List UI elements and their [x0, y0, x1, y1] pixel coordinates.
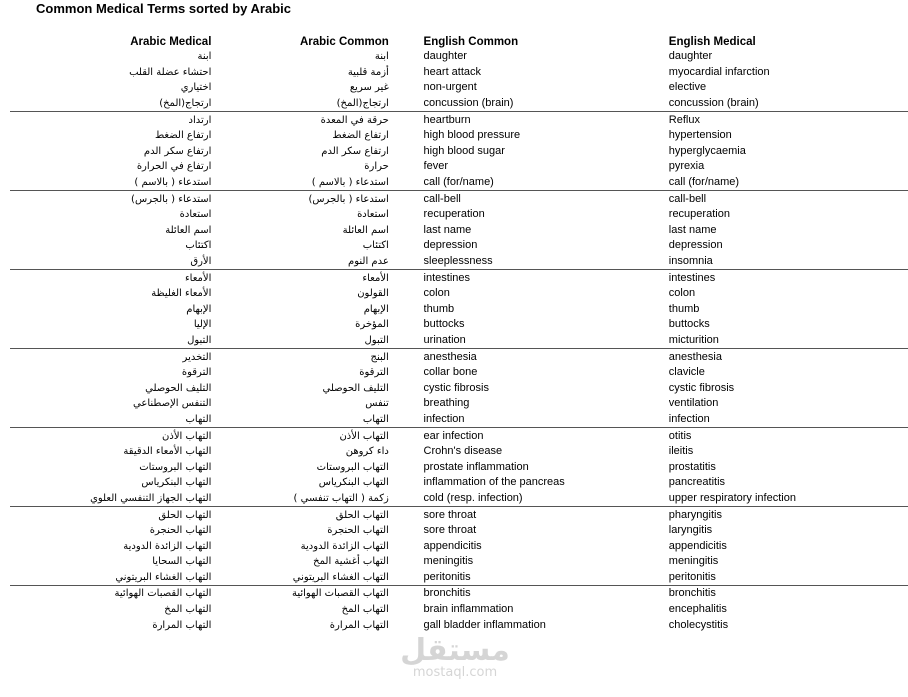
cell-arabic-common: التبول	[364, 334, 389, 346]
cell-gap	[389, 191, 424, 207]
cell-english-medical: cholecystitis	[668, 618, 729, 631]
cell-english-common: anesthesia	[424, 349, 669, 365]
cell-english-medical: pyrexia	[668, 160, 705, 173]
table-row	[10, 349, 908, 365]
cell-arabic-medical: ارتفاع الضغط	[154, 130, 212, 142]
cell-gap	[389, 80, 424, 96]
cell-gap	[389, 286, 424, 302]
cell-english-common: prostate inflammation	[423, 460, 529, 473]
cell-english-medical: buttocks	[668, 318, 710, 331]
cell-arabic-medical: ارتفاع سكر الدم	[143, 145, 212, 157]
cell-english-common: urination	[423, 333, 466, 346]
watermark-logo-text: مستقل	[400, 633, 510, 668]
cell-english-medical: otitis	[669, 428, 908, 444]
cell-arabic-medical: الأمعاء الغليظة	[151, 288, 212, 300]
cell-gap	[389, 365, 424, 381]
cell-english-medical: pharyngitis	[669, 507, 908, 523]
cell-gap	[389, 523, 424, 539]
cell-arabic-common: التهاب الزائدة الدودية	[300, 540, 389, 552]
table-row	[10, 128, 908, 144]
table-row	[10, 617, 908, 633]
cell-gap	[389, 412, 424, 428]
cell-arabic-medical: التهاب الأمعاء الدقيقة	[123, 446, 212, 458]
cell-english-common: ear infection	[424, 428, 669, 444]
table-row	[10, 302, 908, 318]
cell-english-medical: appendicitis	[668, 539, 727, 552]
cell-arabic-common: اكتئاب	[362, 240, 389, 252]
cell-arabic-medical: التهاب الجهاز التنفسي العلوي	[90, 492, 212, 504]
cell-english-medical: hyperglycaemia	[668, 144, 746, 157]
cell-gap	[389, 96, 424, 112]
cell-english-medical: ventilation	[668, 397, 719, 410]
cell-arabic-common: حرارة	[364, 161, 389, 173]
cell-gap	[389, 333, 424, 349]
cell-arabic-medical: ابنة	[197, 51, 212, 63]
cell-arabic-common: الأمعاء	[211, 270, 388, 286]
cell-arabic-common: استدعاء ( بالاسم )	[311, 177, 389, 189]
cell-gap	[389, 238, 424, 254]
cell-gap	[389, 538, 424, 554]
table-row	[10, 428, 908, 444]
cell-gap	[389, 554, 424, 570]
cell-english-medical: bronchitis	[669, 586, 908, 602]
cell-gap	[389, 112, 424, 128]
cell-english-common: cystic fibrosis	[423, 381, 489, 394]
header-english-medical: English Medical	[668, 36, 756, 48]
cell-arabic-common: التهاب أغشية المخ	[313, 556, 389, 568]
cell-arabic-common: ارتفاع الضغط	[332, 130, 389, 142]
table-row	[10, 159, 908, 175]
cell-arabic-medical: استعادة	[179, 209, 212, 221]
cell-english-medical: thumb	[668, 302, 700, 315]
table-row	[10, 459, 908, 475]
cell-gap	[389, 317, 424, 333]
cell-gap	[389, 602, 424, 618]
cell-arabic-medical: اكتئاب	[185, 240, 212, 252]
table-row	[10, 396, 908, 412]
cell-arabic-common: التهاب الحنجرة	[327, 525, 389, 537]
cell-arabic-common: التهاب المرارة	[329, 619, 389, 631]
cell-arabic-medical: ارتجاج(المخ)	[159, 98, 212, 110]
table-header-row	[10, 31, 908, 49]
table-row	[10, 191, 908, 207]
cell-arabic-common: استعادة	[357, 209, 389, 221]
cell-english-common: daughter	[423, 50, 467, 63]
cell-gap	[389, 475, 424, 491]
column-gap	[389, 31, 424, 49]
table-row	[10, 175, 908, 191]
cell-arabic-medical: احتشاء عضلة القلب	[129, 66, 212, 78]
cell-english-medical: call-bell	[669, 191, 908, 207]
cell-arabic-medical: التهاب الغشاء البريتوني	[115, 571, 212, 583]
cell-gap	[389, 223, 424, 239]
table-row	[10, 586, 908, 602]
cell-arabic-common: التهاب الغشاء البريتوني	[292, 571, 389, 583]
cell-english-common: heartburn	[424, 112, 669, 128]
cell-arabic-medical: التهاب الأذن	[10, 428, 211, 444]
watermark	[395, 632, 515, 692]
cell-arabic-common: اسم العائلة	[342, 224, 389, 236]
cell-arabic-common: زكمة ( التهاب تنفسي )	[293, 492, 389, 504]
cell-arabic-medical: الإبهام	[186, 303, 212, 315]
cell-arabic-common: التهاب المخ	[341, 604, 389, 616]
cell-english-common: bronchitis	[424, 586, 669, 602]
cell-gap	[389, 396, 424, 412]
cell-arabic-medical: اختياري	[180, 82, 212, 94]
cell-english-medical: cystic fibrosis	[668, 381, 735, 394]
cell-arabic-medical: اسم العائلة	[165, 224, 212, 236]
cell-english-common: brain inflammation	[423, 603, 514, 616]
cell-gap	[389, 444, 424, 460]
table-row	[10, 523, 908, 539]
mostaql-logo-icon	[400, 632, 510, 668]
cell-english-medical: Reflux	[669, 112, 908, 128]
cell-gap	[389, 380, 424, 396]
cell-english-medical: daughter	[668, 50, 713, 63]
cell-english-common: Crohn's disease	[423, 445, 503, 458]
cell-english-medical: recuperation	[668, 208, 730, 221]
cell-english-common: fever	[423, 160, 449, 173]
cell-arabic-common: الإبهام	[363, 303, 389, 315]
cell-arabic-common: غير سريع	[349, 82, 389, 94]
cell-arabic-medical: الأمعاء	[10, 270, 211, 286]
cell-gap	[389, 159, 424, 175]
cell-gap	[389, 302, 424, 318]
cell-english-medical: intestines	[669, 270, 908, 286]
cell-gap	[389, 570, 424, 586]
cell-english-medical: colon	[668, 287, 696, 300]
cell-gap	[389, 175, 424, 191]
table-row	[10, 144, 908, 160]
cell-gap	[389, 128, 424, 144]
table-row	[10, 412, 908, 428]
cell-english-common: gall bladder inflammation	[423, 618, 546, 631]
table-row	[10, 538, 908, 554]
table-row	[10, 223, 908, 239]
cell-english-common: appendicitis	[423, 539, 482, 552]
table-row	[10, 254, 908, 270]
page-title: Common Medical Terms sorted by Arabic	[36, 1, 292, 16]
cell-arabic-common: أزمة قلبية	[347, 66, 389, 78]
table-row	[10, 96, 908, 112]
table-row	[10, 49, 908, 65]
cell-arabic-medical: التهاب المرارة	[152, 619, 212, 631]
cell-english-common: non-urgent	[423, 81, 477, 94]
cell-english-medical: anesthesia	[669, 349, 908, 365]
cell-english-medical: myocardial infarction	[668, 65, 770, 78]
terms-table	[10, 31, 908, 633]
table-row	[10, 80, 908, 96]
table-row	[10, 112, 908, 128]
cell-english-medical: meningitis	[668, 555, 719, 568]
cell-english-medical: concussion (brain)	[668, 97, 759, 110]
table-row	[10, 507, 908, 523]
header-arabic-common: Arabic Common	[299, 36, 389, 48]
cell-arabic-medical: ارتداد	[10, 112, 211, 128]
table-row	[10, 286, 908, 302]
cell-arabic-common: ارتجاج(المخ)	[336, 98, 389, 110]
cell-english-medical: pancreatitis	[668, 476, 726, 489]
cell-gap	[389, 491, 424, 507]
cell-english-common: breathing	[423, 397, 470, 410]
table-row	[10, 365, 908, 381]
cell-english-medical: call (for/name)	[668, 176, 740, 189]
cell-english-common: call-bell	[424, 191, 669, 207]
cell-arabic-medical: استدعاء ( بالجرس)	[10, 191, 211, 207]
table-row	[10, 270, 908, 286]
cell-arabic-medical: التنفس الإصطناعي	[133, 398, 212, 410]
cell-arabic-medical: الأرق	[190, 256, 212, 268]
cell-arabic-common: التهاب	[362, 413, 389, 425]
cell-english-common: meningitis	[423, 555, 474, 568]
cell-arabic-medical: التهاب الحلق	[10, 507, 211, 523]
cell-english-common: sore throat	[423, 524, 477, 537]
cell-gap	[389, 254, 424, 270]
cell-english-medical: peritonitis	[668, 570, 716, 583]
table-row	[10, 380, 908, 396]
cell-arabic-common: التهاب الحلق	[211, 507, 388, 523]
cell-arabic-common: التهاب البنكرياس	[318, 477, 389, 489]
cell-gap	[389, 459, 424, 475]
cell-arabic-medical: استدعاء ( بالاسم )	[134, 177, 212, 189]
cell-arabic-medical: التهاب	[185, 413, 212, 425]
cell-arabic-common: حرقة في المعدة	[211, 112, 388, 128]
cell-arabic-medical: الإليا	[193, 319, 212, 331]
cell-gap	[389, 349, 424, 365]
cell-arabic-medical: ارتفاع في الحرارة	[136, 161, 212, 173]
cell-arabic-medical: التخدير	[10, 349, 211, 365]
cell-arabic-medical: التهاب الحنجرة	[149, 525, 212, 537]
cell-gap	[389, 507, 424, 523]
cell-gap	[389, 144, 424, 160]
cell-arabic-medical: التبول	[187, 334, 212, 346]
cell-arabic-common: استدعاء ( بالجرس)	[211, 191, 388, 207]
cell-english-medical: infection	[668, 412, 710, 425]
cell-english-common: call (for/name)	[423, 176, 494, 189]
cell-english-medical: encephalitis	[668, 603, 727, 616]
cell-arabic-medical: الترقوة	[181, 367, 212, 379]
cell-arabic-common: التهاب البروستات	[316, 461, 389, 473]
table-row	[10, 317, 908, 333]
cell-english-common: sleeplessness	[423, 255, 493, 268]
cell-english-common: concussion (brain)	[423, 97, 514, 110]
table-row	[10, 333, 908, 349]
cell-english-common: high blood sugar	[423, 144, 505, 157]
cell-gap	[389, 586, 424, 602]
cell-english-medical: elective	[668, 81, 707, 94]
table-row	[10, 444, 908, 460]
cell-gap	[389, 270, 424, 286]
cell-english-medical: last name	[668, 223, 717, 236]
table-row	[10, 475, 908, 491]
cell-english-medical: prostatitis	[668, 460, 716, 473]
cell-arabic-common: الترقوة	[359, 367, 389, 379]
cell-english-common: peritonitis	[423, 570, 471, 583]
cell-english-medical: depression	[668, 239, 723, 252]
header-english-common: English Common	[423, 36, 519, 48]
cell-arabic-medical: التهاب البروستات	[139, 461, 212, 473]
cell-english-common: recuperation	[423, 208, 485, 221]
cell-arabic-medical: التهاب المخ	[164, 604, 212, 616]
cell-arabic-common: عدم النوم	[348, 256, 389, 268]
cell-arabic-common: المؤخرة	[355, 319, 389, 331]
cell-gap	[389, 617, 424, 633]
table-row	[10, 602, 908, 618]
cell-arabic-medical: التليف الحوصلي	[145, 382, 212, 394]
cell-english-medical: ileitis	[668, 445, 694, 458]
cell-english-medical: micturition	[668, 333, 719, 346]
cell-arabic-medical: التهاب البنكرياس	[141, 477, 212, 489]
cell-arabic-common: ارتفاع سكر الدم	[321, 145, 389, 157]
table-row	[10, 238, 908, 254]
cell-english-medical: insomnia	[668, 255, 713, 268]
cell-english-common: collar bone	[423, 366, 478, 379]
cell-arabic-common: ابنة	[374, 51, 389, 63]
cell-arabic-common: التليف الحوصلي	[322, 382, 389, 394]
cell-gap	[389, 207, 424, 223]
cell-english-common: intestines	[424, 270, 669, 286]
cell-english-common: thumb	[423, 302, 455, 315]
cell-english-common: buttocks	[423, 318, 465, 331]
table-row	[10, 554, 908, 570]
cell-gap	[389, 428, 424, 444]
cell-gap	[389, 49, 424, 65]
cell-arabic-common: داء كروهن	[345, 446, 389, 458]
cell-arabic-medical: التهاب السحايا	[152, 556, 212, 568]
cell-english-common: heart attack	[423, 65, 482, 78]
terms-body	[10, 49, 908, 633]
cell-english-common: high blood pressure	[423, 129, 521, 142]
cell-arabic-medical: التهاب القصبات الهوائية	[10, 586, 211, 602]
cell-english-common: inflammation of the pancreas	[423, 476, 565, 489]
cell-english-medical: upper respiratory infection	[668, 491, 796, 504]
cell-english-common: colon	[423, 287, 450, 300]
cell-english-medical: hypertension	[668, 129, 732, 142]
watermark-site: mostaql.com	[412, 665, 498, 680]
cell-english-medical: laryngitis	[668, 524, 713, 537]
header-arabic-medical: Arabic Medical	[130, 36, 212, 48]
cell-arabic-common: تنفس	[365, 398, 389, 410]
cell-english-common: infection	[423, 412, 465, 425]
cell-english-common: sore throat	[424, 507, 669, 523]
cell-arabic-common: التهاب الأذن	[211, 428, 388, 444]
cell-english-common: depression	[423, 239, 478, 252]
cell-arabic-common: التهاب القصبات الهوائية	[211, 586, 388, 602]
cell-arabic-medical: التهاب الزائدة الدودية	[123, 540, 212, 552]
table-row	[10, 207, 908, 223]
table-row	[10, 65, 908, 81]
cell-english-common: last name	[423, 223, 472, 236]
cell-english-common: cold (resp. infection)	[423, 491, 523, 504]
table-row	[10, 570, 908, 586]
cell-arabic-common: البنج	[211, 349, 388, 365]
cell-arabic-common: القولون	[357, 288, 389, 300]
cell-english-medical: clavicle	[668, 366, 705, 379]
cell-gap	[389, 65, 424, 81]
table-row	[10, 491, 908, 507]
